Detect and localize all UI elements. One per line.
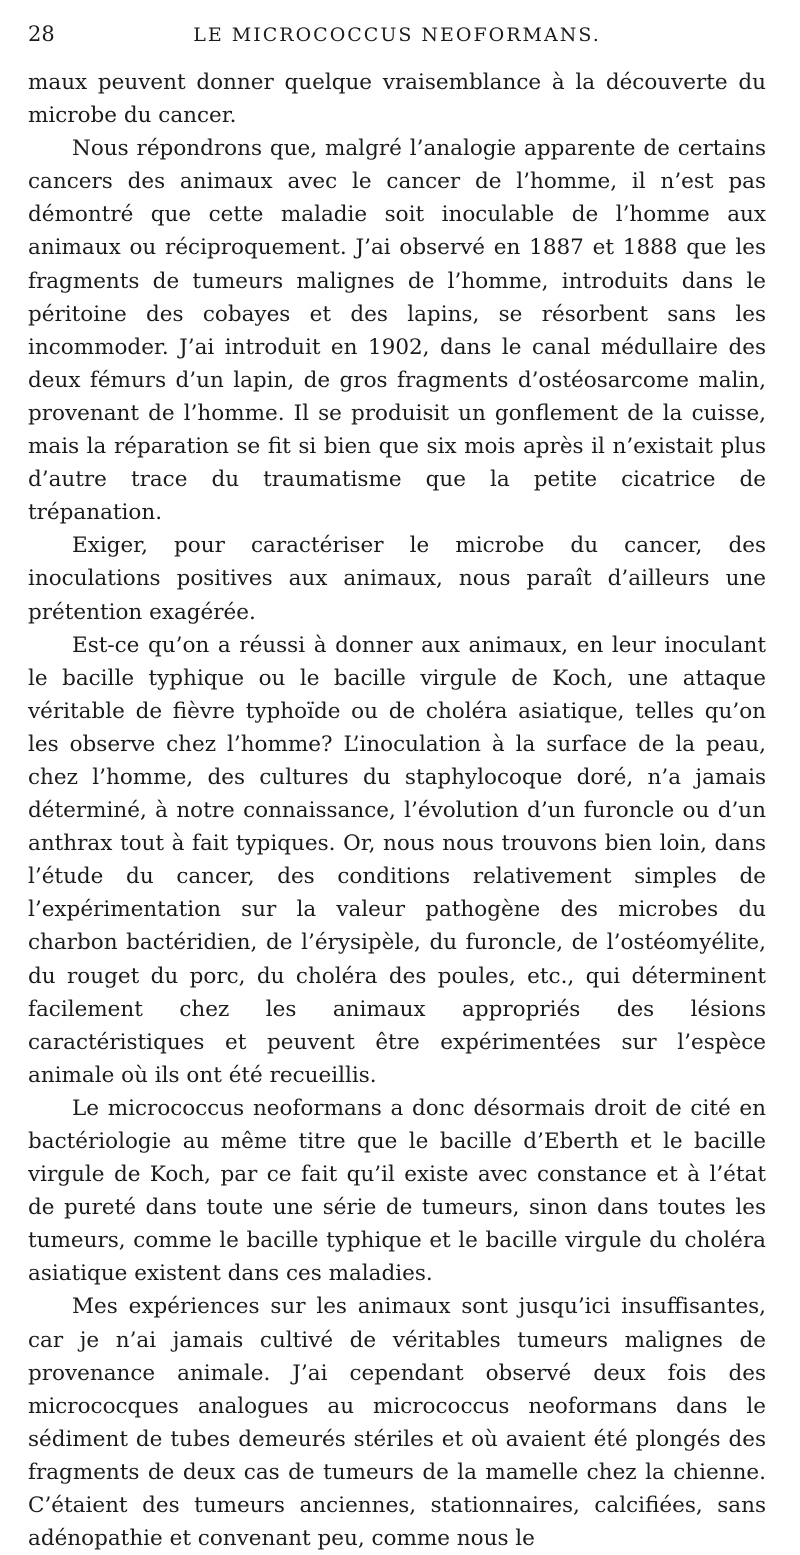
page-number: 28	[28, 22, 55, 46]
paragraph-continued: maux peuvent donner quelque vraisemblance à la découverte du microbe du cancer.	[28, 70, 766, 129]
paragraph: Mes expériences sur les animaux sont jusqu’ici insuffisantes, car je n’ai jamais cultivé de véritables tumeurs malignes de provenance animale. J’ai cependant observé deux fois des micrococques analogues au micrococcus neoformans dans le sédiment de tubes demeurés stériles et où avaient été plongés des fragments de deux cas de tumeurs de la mamelle chez la chienne. C’étaient des tumeurs anciennes, stationnaires, calcifiées, sans adénopathie et convenant peu, comme nous le	[28, 1294, 766, 1552]
page-header	[28, 22, 766, 56]
running-title: LE MICROCOCCUS NEOFORMANS.	[193, 24, 601, 46]
paragraph: Nous répondrons que, malgré l’analogie apparente de certains cancers des animaux avec le cancer de l’homme, il n’est pas démontré que cette maladie soit inoculable de l’homme aux animaux ou réciproquement. J’ai observé en 1887 et 1888 que les fragments de tumeurs malignes de l’homme, introduits dans le péritoine des cobayes et des lapins, se résorbent sans les incommoder. J’ai introduit en 1902, dans le canal médullaire des deux fémurs d’un lapin, de gros fragments d’ostéosarcome malin, provenant de l’homme. Il se produisit un gonflement de la cuisse, mais la réparation se fit si bien que six mois après il n’existait plus d’autre trace du traumatisme que la petite cicatrice de trépanation.	[28, 136, 766, 526]
paragraph: Le micrococcus neoformans a donc désormais droit de cité en bactériologie au même titre que le bacille d’Eberth et le bacille virgule de Koch, par ce fait qu’il existe avec constance et à l’état de pureté dans toute une série de tumeurs, sinon dans toutes les tumeurs, comme le bacille typhique et le bacille virgule du choléra asiatique existent dans ces maladies.	[28, 1095, 766, 1287]
paragraph: Exiger, pour caractériser le microbe du cancer, des inoculations positives aux animaux, nous paraît d’ailleurs une prétention exagérée.	[28, 533, 766, 625]
paragraph: Est-ce qu’on a réussi à donner aux animaux, en leur inoculant le bacille typhique ou le bacille virgule de Koch, une attaque véritable de fièvre typhoïde ou de choléra asiatique, telles qu’on les observe chez l’homme? L’inoculation à la surface de la peau, chez l’homme, des cultures du staphylocoque doré, n’a jamais déterminé, à notre connaissance, l’évolution d’un furoncle ou d’un anthrax tout à fait typiques. Or, nous nous trouvons bien loin, dans l’étude du cancer, des conditions relativement simples de l’expérimentation sur la valeur pathogène des microbes du charbon bactéridien, de l’érysipèle, du furoncle, de l’ostéomyélite, du rouget du porc, du choléra des poules, etc., qui déterminent facilement chez les animaux appropriés des lésions caractéristiques et peuvent être expérimentées sur l’espèce animale où ils ont été recueillis.	[28, 632, 766, 1088]
body-text	[28, 66, 766, 1555]
book-page	[28, 22, 766, 1555]
